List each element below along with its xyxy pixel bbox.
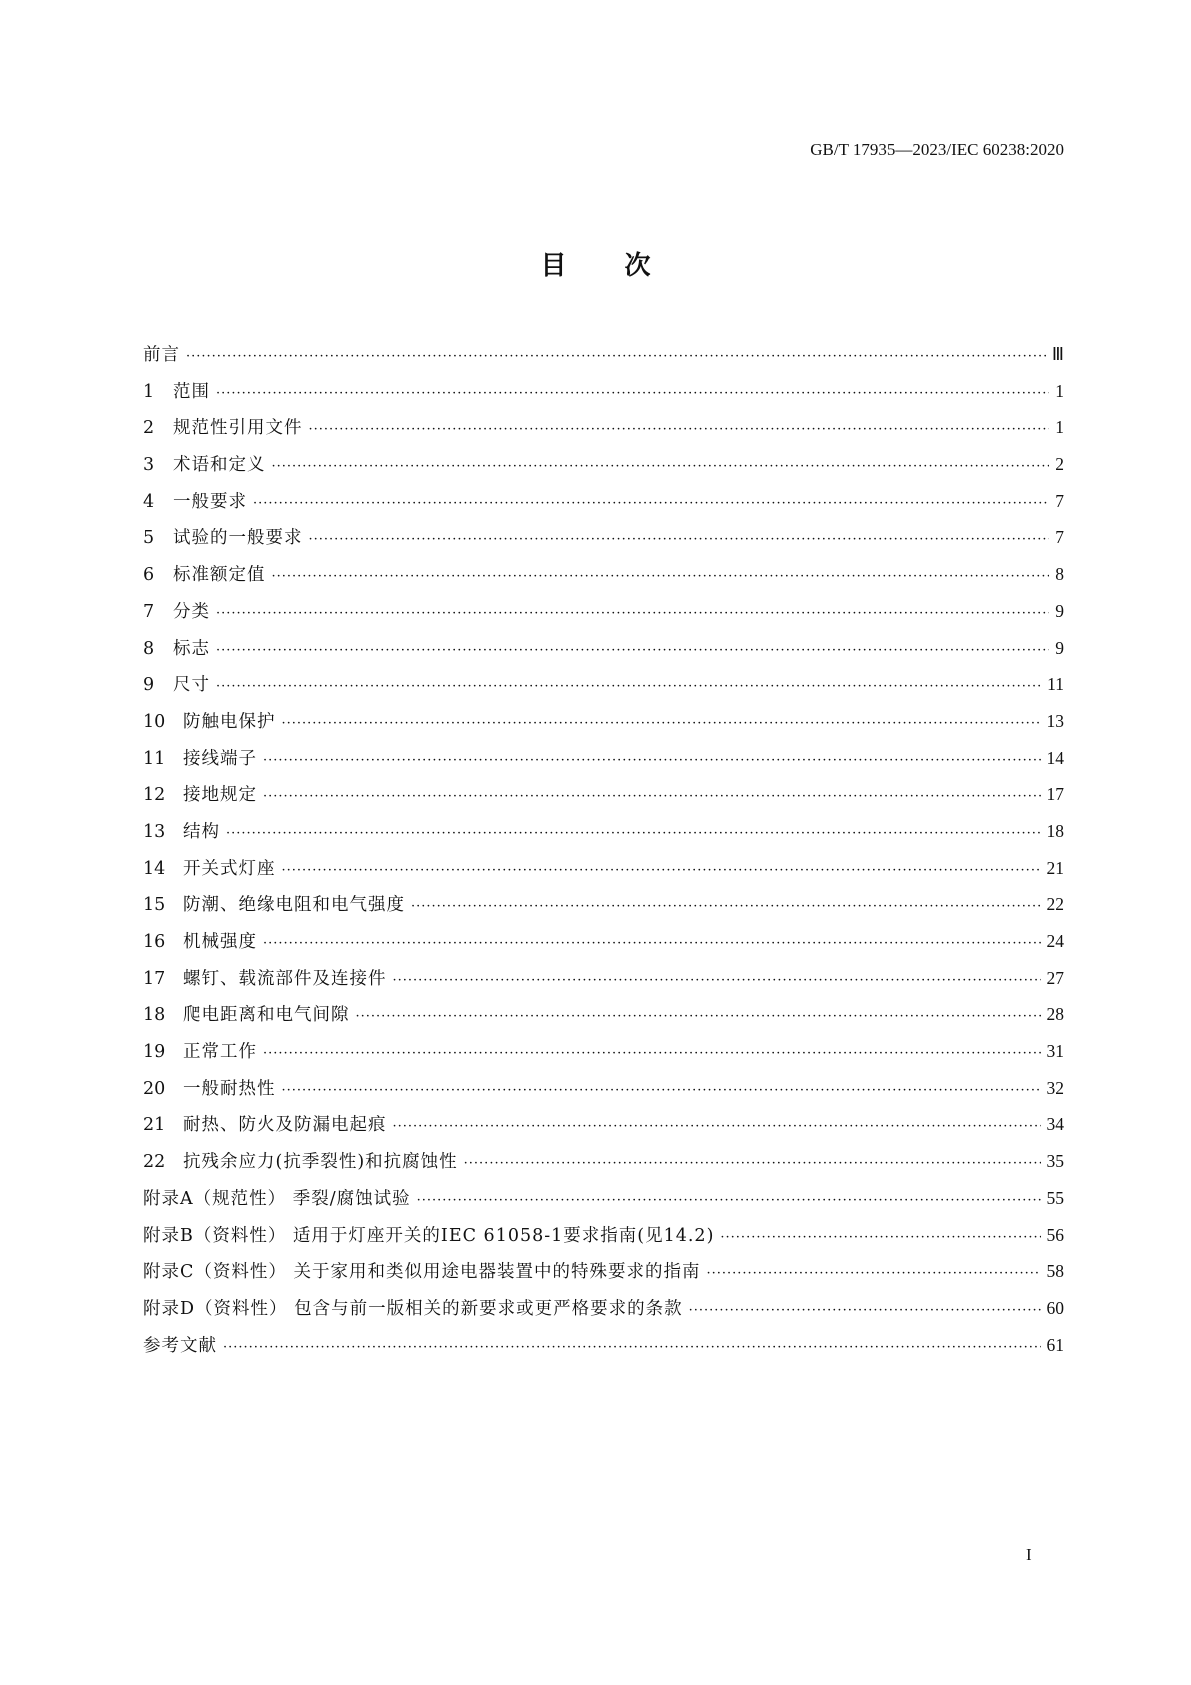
toc-entry[interactable] [143,524,1064,561]
toc-entry-title: 附录B（资料性） 适用于灯座开关的IEC 61058-1要求指南(见14.2) [143,1225,715,1246]
dot-leader [720,1230,1040,1245]
toc-page-number: 28 [1046,1004,1064,1025]
toc-page-number: 18 [1046,820,1064,841]
toc-section-number: 16 [143,932,166,952]
toc-page-number: 58 [1046,1261,1064,1282]
dot-leader [309,532,1050,547]
page-number: I [1026,1545,1032,1564]
toc-entry[interactable] [143,891,1064,928]
toc-page-number: 13 [1046,710,1064,731]
dot-leader [309,422,1050,437]
toc-section-number: 10 [143,711,166,732]
toc-entry[interactable] [143,928,1064,965]
toc-section-number: 13 [143,821,166,842]
dot-leader [464,1156,1041,1171]
toc-entry[interactable] [143,671,1064,708]
dot-leader [393,973,1041,988]
dot-leader [272,459,1050,474]
toc-page-number: 8 [1055,564,1064,585]
toc-page-number: 2 [1055,454,1064,475]
toc-entry[interactable] [143,488,1064,525]
toc-page-number: 11 [1047,674,1064,695]
toc-entry[interactable] [143,1075,1064,1112]
toc-entry-title: 附录D（资料性） 包含与前一版相关的新要求或更严格要求的条款 [143,1298,683,1319]
toc-entry-title: 机械强度 [183,932,257,952]
page-title: 目次 [540,251,709,281]
toc-entry-title: 标准额定值 [173,565,266,586]
toc-entry-title: 术语和定义 [173,455,266,476]
dot-leader [216,643,1049,658]
toc-entry[interactable] [143,1258,1064,1295]
toc-entry[interactable] [143,855,1064,892]
toc-entry-title: 结构 [183,821,220,842]
toc-entry[interactable] [143,1222,1064,1259]
toc-section-number: 19 [143,1042,166,1063]
toc-entry-title: 参考文献 [143,1335,217,1356]
dot-leader [282,716,1041,731]
toc-section-number: 2 [143,418,155,439]
dot-leader [411,899,1041,914]
toc-section-number: 12 [143,785,166,806]
toc-entry[interactable] [143,598,1064,635]
toc-entry[interactable] [143,451,1064,488]
table-of-contents [143,341,1064,1368]
dot-leader [706,1266,1040,1281]
toc-page-number: 17 [1046,784,1064,805]
toc-section-number: 7 [143,601,155,622]
dot-leader [186,349,1046,364]
toc-entry-title: 试验的一般要求 [173,528,303,549]
toc-entry-title: 标志 [173,638,210,659]
toc-entry-title: 防潮、绝缘电阻和电气强度 [183,895,405,916]
toc-entry-title: 分类 [173,601,210,622]
dot-leader [216,606,1049,621]
toc-entry[interactable] [143,1295,1064,1332]
toc-page-number: 24 [1046,931,1064,951]
toc-page-number: 35 [1046,1151,1064,1172]
toc-section-number: 18 [143,1005,166,1026]
dot-leader [417,1193,1041,1208]
toc-section-number: 21 [143,1115,166,1136]
toc-entry[interactable] [143,561,1064,598]
toc-entry-title: 附录C（资料性） 关于家用和类似用途电器装置中的特殊要求的指南 [143,1262,701,1283]
toc-section-number: 20 [143,1078,166,1099]
toc-section-number: 8 [143,638,155,659]
toc-entry-title: 接线端子 [183,748,257,769]
dot-leader [263,753,1041,768]
toc-entry[interactable] [143,1148,1064,1185]
toc-page-number: Ⅲ [1051,344,1064,364]
dot-leader [253,496,1049,511]
toc-page-number: 14 [1046,747,1064,768]
toc-entry-title: 抗残余应力(抗季裂性)和抗腐蚀性 [183,1152,458,1173]
dot-leader [689,1303,1041,1318]
toc-page-number: 7 [1055,527,1064,548]
toc-page-number: 61 [1046,1334,1064,1355]
toc-page-number: 9 [1055,600,1064,621]
toc-section-number: 5 [143,528,155,549]
toc-entry-title: 尺寸 [173,675,210,696]
toc-page-number: 22 [1046,894,1064,915]
toc-section-number: 17 [143,968,166,989]
toc-page-number: 21 [1046,857,1064,878]
dot-leader [263,1046,1041,1061]
toc-page-number: 60 [1046,1297,1064,1318]
toc-entry[interactable] [143,414,1064,451]
dot-leader [393,1119,1041,1134]
toc-entry-title: 前言 [143,345,180,365]
toc-entry-title: 附录A（规范性） 季裂/腐蚀试验 [143,1188,411,1209]
toc-entry[interactable] [143,781,1064,818]
toc-entry[interactable] [143,378,1064,415]
toc-section-number: 6 [143,565,155,586]
toc-entry-title: 一般要求 [173,491,247,512]
toc-page-number: 34 [1046,1114,1064,1135]
toc-section-number: 3 [143,455,155,476]
toc-page-number: 27 [1046,967,1064,988]
toc-page-number: 9 [1055,637,1064,658]
toc-entry[interactable] [143,1001,1064,1038]
toc-entry-title: 防触电保护 [183,711,276,732]
dot-leader [226,826,1041,841]
toc-entry[interactable] [143,1111,1064,1148]
toc-section-number: 4 [143,491,155,512]
toc-page-number: 55 [1046,1187,1064,1208]
toc-section-number: 22 [143,1152,166,1173]
toc-entry-title: 耐热、防火及防漏电起痕 [183,1115,387,1136]
toc-section-number: 9 [143,675,155,696]
toc-page-number: 1 [1055,380,1064,401]
toc-page-number: 32 [1046,1077,1064,1098]
dot-leader [272,569,1050,584]
toc-section-number: 1 [143,381,155,402]
toc-section-number: 14 [143,858,166,879]
dot-leader [263,789,1041,804]
toc-entry-title: 螺钉、载流部件及连接件 [183,968,387,989]
toc-entry-title: 规范性引用文件 [173,418,303,439]
toc-entry[interactable] [143,965,1064,1002]
toc-entry[interactable] [143,341,1064,378]
dot-leader [282,1083,1041,1098]
toc-section-number: 15 [143,895,166,916]
toc-entry[interactable] [143,1185,1064,1222]
toc-entry-title: 爬电距离和电气间隙 [183,1005,350,1026]
toc-entry[interactable] [143,635,1064,672]
toc-entry-title: 开关式灯座 [183,858,276,879]
toc-page-number: 31 [1046,1041,1064,1062]
toc-entry[interactable] [143,818,1064,855]
toc-entry[interactable] [143,1332,1064,1369]
toc-entry[interactable] [143,745,1064,782]
toc-entry[interactable] [143,708,1064,745]
toc-entry[interactable] [143,1038,1064,1075]
toc-entry-title: 接地规定 [183,785,257,806]
dot-leader [282,863,1041,878]
toc-entry-title: 一般耐热性 [183,1078,276,1099]
toc-page-number: 56 [1046,1224,1064,1245]
dot-leader [216,679,1041,694]
toc-page-number: 1 [1055,417,1064,438]
toc-section-number: 11 [143,748,166,769]
toc-entry-title: 正常工作 [183,1042,257,1063]
dot-leader [356,1009,1041,1024]
dot-leader [263,936,1041,951]
toc-page-number: 7 [1055,490,1064,511]
dot-leader [216,386,1049,401]
toc-entry-title: 范围 [173,381,210,402]
dot-leader [223,1340,1041,1355]
standard-number-header: GB/T 17935—2023/IEC 60238:2020 [810,140,1064,159]
